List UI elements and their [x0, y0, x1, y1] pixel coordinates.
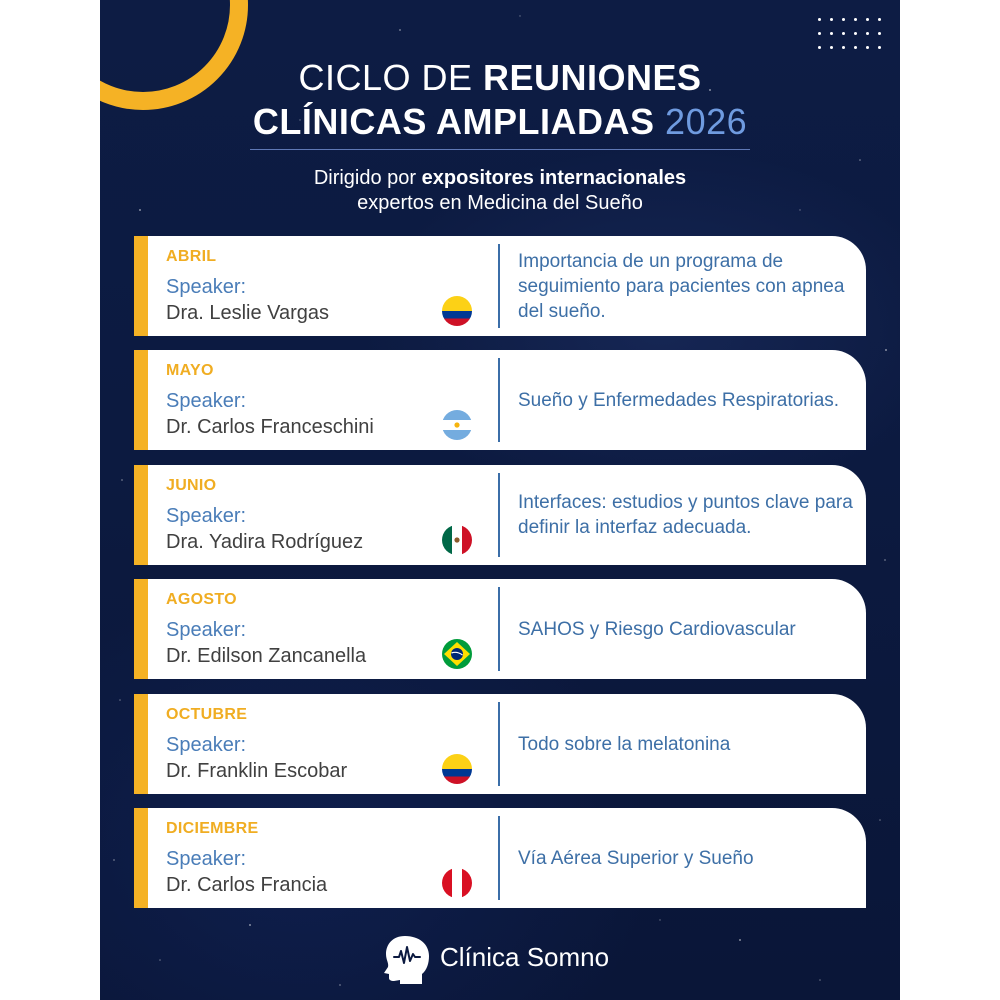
session-month: DICIEMBRE	[166, 820, 259, 837]
poster	[100, 0, 900, 1000]
speaker-label: Speaker:	[166, 619, 247, 641]
subtitle-light-text: Dirigido por	[313, 167, 422, 189]
card-accent-bar	[134, 465, 148, 565]
subtitle	[100, 166, 900, 216]
decorative-dot-grid	[818, 18, 884, 52]
session-topic: Todo sobre la melatonina	[518, 733, 731, 755]
mexico-flag-icon	[442, 525, 472, 555]
speaker-label: Speaker:	[166, 734, 247, 756]
title-year: 2026	[665, 101, 748, 142]
speaker-label: Speaker:	[166, 390, 247, 412]
speaker-name: Dra. Yadira Rodríguez	[166, 531, 364, 553]
speaker-label: Speaker:	[166, 505, 247, 527]
card-divider	[498, 816, 500, 900]
head-waveform-icon	[378, 930, 432, 984]
speaker-name: Dr. Edilson Zancanella	[166, 645, 367, 667]
card-accent-bar	[134, 579, 148, 679]
session-topic: Interfaces: estudios y puntos clave para definir la interfaz adecuada.	[518, 492, 853, 538]
session-card-diciembre	[134, 808, 866, 908]
subtitle-line-2: expertos en Medicina del Sueño	[357, 192, 643, 214]
session-card-octubre	[134, 694, 866, 794]
session-topic: SAHOS y Riesgo Cardiovascular	[518, 618, 796, 640]
card-divider	[498, 358, 500, 442]
argentina-flag-icon	[442, 410, 472, 440]
title-bold-text-2: CLÍNICAS AMPLIADAS	[252, 101, 655, 142]
peru-flag-icon	[442, 868, 472, 898]
speaker-label: Speaker:	[166, 848, 247, 870]
session-topic: Vía Aérea Superior y Sueño	[518, 847, 754, 869]
card-accent-bar	[134, 808, 148, 908]
brand-name: Clínica Somno	[440, 941, 610, 972]
session-month: MAYO	[166, 362, 214, 379]
session-card-agosto	[134, 579, 866, 679]
session-topic: Sueño y Enfermedades Respiratorias.	[518, 389, 840, 411]
brand-logo	[378, 930, 609, 984]
session-month: AGOSTO	[166, 591, 237, 608]
brazil-flag-icon	[442, 639, 472, 669]
speaker-label: Speaker:	[166, 276, 247, 298]
speaker-name: Dra. Leslie Vargas	[166, 302, 330, 324]
card-divider	[498, 473, 500, 557]
title-divider	[250, 149, 750, 150]
session-month: JUNIO	[166, 477, 217, 494]
speaker-name: Dr. Carlos Franceschini	[166, 416, 374, 438]
card-divider	[498, 702, 500, 786]
speaker-name: Dr. Franklin Escobar	[166, 760, 348, 782]
title-line-1	[100, 56, 900, 100]
speaker-name: Dr. Carlos Francia	[166, 874, 328, 896]
session-month: OCTUBRE	[166, 706, 248, 723]
subtitle-line-1	[100, 166, 900, 191]
session-card-mayo	[134, 350, 866, 450]
session-topic: Importancia de un programa de seguimiento para pacientes con apnea del sueño.	[518, 250, 845, 322]
card-divider	[498, 244, 500, 328]
colombia-flag-icon	[442, 754, 472, 784]
session-month: ABRIL	[166, 248, 217, 265]
title-line-2	[100, 100, 900, 144]
title-bold-text: REUNIONES	[483, 57, 702, 98]
session-card-abril	[134, 236, 866, 336]
card-accent-bar	[134, 236, 148, 336]
card-divider	[498, 587, 500, 671]
card-accent-bar	[134, 694, 148, 794]
session-card-junio	[134, 465, 866, 565]
page-title	[100, 56, 900, 144]
card-accent-bar	[134, 350, 148, 450]
colombia-flag-icon	[442, 296, 472, 326]
subtitle-bold-text: expositores internacionales	[421, 167, 687, 189]
title-light-text: CICLO DE	[298, 57, 483, 98]
